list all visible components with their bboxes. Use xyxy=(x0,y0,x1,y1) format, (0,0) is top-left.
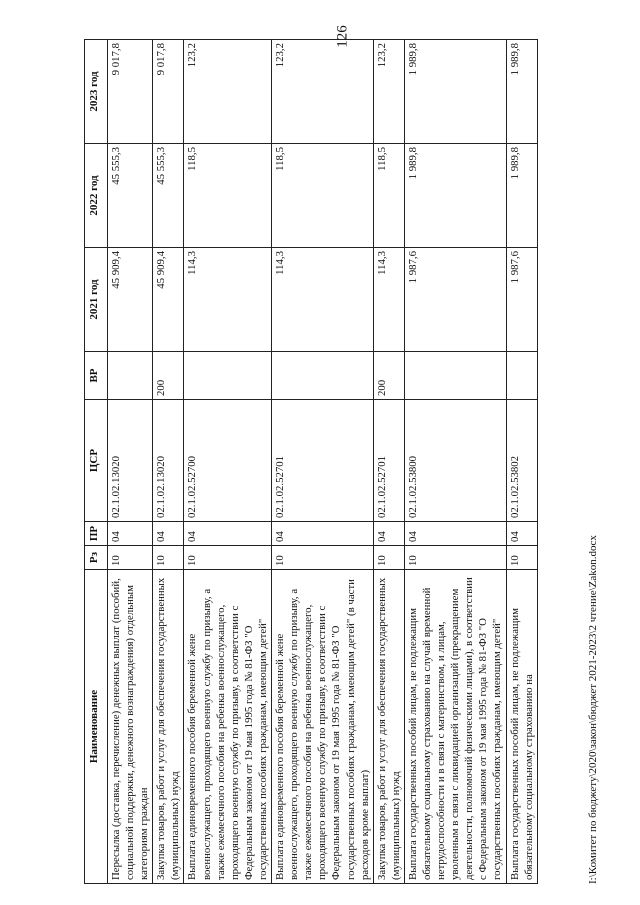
row-csr: 02.1.02.13020 xyxy=(108,400,153,522)
row-2021: 1 987,6 xyxy=(506,248,537,352)
row-2023: 9 017,8 xyxy=(153,40,184,144)
row-name: Пересылка (доставка, перечисление) денежных выплат (пособий, социальной поддержки, денежного вознаграждения) отдельным категориям граждан xyxy=(108,570,153,884)
row-2021: 114,3 xyxy=(184,248,272,352)
header-2023: 2023 год xyxy=(85,40,108,144)
row-rz: 10 xyxy=(153,546,184,570)
table-row xyxy=(272,40,374,884)
row-2022: 118,5 xyxy=(373,144,404,248)
header-vr: ВР xyxy=(85,352,108,400)
row-rz: 10 xyxy=(108,546,153,570)
row-name: Выплата государственных пособий лицам, не подлежащим обязательному социальному страхованию на случай временной нетрудоспособности и в связи с материнством, и лицам, уволенным в связи с ликвидацией организаций (прекращением деятельности, полномочий физическими лицами), в соответствии с Федеральным законом от 19 мая 1995 года № 81-ФЗ "О государственных пособиях гражданам, имеющим детей" xyxy=(404,570,506,884)
row-pr: 04 xyxy=(506,522,537,546)
table-row xyxy=(373,40,404,884)
row-name: Выплата государственных пособий лицам, не подлежащим обязательному социальному страхованию на xyxy=(506,570,537,884)
table-row xyxy=(153,40,184,884)
header-rz: Рз xyxy=(85,546,108,570)
row-rz: 10 xyxy=(272,546,374,570)
row-csr: 02.1.02.53802 xyxy=(506,400,537,522)
row-2023: 123,2 xyxy=(272,40,374,144)
row-2022: 45 555,3 xyxy=(153,144,184,248)
row-pr: 04 xyxy=(153,522,184,546)
row-vr xyxy=(184,352,272,400)
header-2021: 2021 год xyxy=(85,248,108,352)
row-csr: 02.1.02.52701 xyxy=(272,400,374,522)
row-2023: 123,2 xyxy=(184,40,272,144)
row-2022: 45 555,3 xyxy=(108,144,153,248)
table-row xyxy=(184,40,272,884)
row-name: Закупка товаров, работ и услуг для обеспечения государственных (муниципальных) нужд xyxy=(373,570,404,884)
row-2022: 118,5 xyxy=(184,144,272,248)
footer-file-path: I:\Комитет по бюджету\2020\закон\бюджет 2021-2023\2 чтение\Zakon.docx xyxy=(587,535,599,884)
row-rz: 10 xyxy=(506,546,537,570)
row-name: Выплата единовременного пособия беременной жене военнослужащего, проходящего военную службу по призыву, а также ежемесячного пособия на ребенка военнослужащего, проходящего военную службу по призыву, в соответствии с Федеральным законом от 19 мая 1995 года № 81-ФЗ "О государственных пособиях гражданам, имеющим детей" xyxy=(184,570,272,884)
page-number: 126 xyxy=(334,25,351,48)
row-name: Закупка товаров, работ и услуг для обеспечения государственных (муниципальных) нужд xyxy=(153,570,184,884)
budget-table-rotated xyxy=(84,40,602,884)
row-csr: 02.1.02.52700 xyxy=(184,400,272,522)
row-csr: 02.1.02.53800 xyxy=(404,400,506,522)
row-2022: 1 989,8 xyxy=(506,144,537,248)
row-2023: 9 017,8 xyxy=(108,40,153,144)
row-pr: 04 xyxy=(184,522,272,546)
table-row xyxy=(108,40,153,884)
row-2023: 123,2 xyxy=(373,40,404,144)
row-vr: 200 xyxy=(373,352,404,400)
row-2021: 114,3 xyxy=(373,248,404,352)
header-name: Наименование xyxy=(85,570,108,884)
header-pr: ПР xyxy=(85,522,108,546)
row-2022: 1 989,8 xyxy=(404,144,506,248)
row-rz: 10 xyxy=(373,546,404,570)
row-pr: 04 xyxy=(108,522,153,546)
header-2022: 2022 год xyxy=(85,144,108,248)
row-2023: 1 989,8 xyxy=(506,40,537,144)
row-pr: 04 xyxy=(272,522,374,546)
row-vr xyxy=(272,352,374,400)
header-csr: ЦСР xyxy=(85,400,108,522)
budget-table xyxy=(84,39,538,884)
row-vr xyxy=(108,352,153,400)
row-rz: 10 xyxy=(184,546,272,570)
row-name: Выплата единовременного пособия беременной жене военнослужащего, проходящего военную службу по призыву, а также ежемесячного пособия на ребенка военнослужащего, проходящего военную службу по призыву, в соответствии с Федеральным законом от 19 мая 1995 года № 81-ФЗ "О государственных пособиях гражданам, имеющим детей" (в части расходов кроме выплат) xyxy=(272,570,374,884)
row-vr xyxy=(404,352,506,400)
table-row xyxy=(404,40,506,884)
row-csr: 02.1.02.13020 xyxy=(153,400,184,522)
table-header-row xyxy=(85,40,108,884)
row-2023: 1 989,8 xyxy=(404,40,506,144)
row-csr: 02.1.02.52701 xyxy=(373,400,404,522)
row-2022: 118,5 xyxy=(272,144,374,248)
table-row xyxy=(506,40,537,884)
row-rz: 10 xyxy=(404,546,506,570)
row-vr: 200 xyxy=(153,352,184,400)
row-pr: 04 xyxy=(404,522,506,546)
row-2021: 1 987,6 xyxy=(404,248,506,352)
row-2021: 45 909,4 xyxy=(108,248,153,352)
row-2021: 114,3 xyxy=(272,248,374,352)
row-pr: 04 xyxy=(373,522,404,546)
row-2021: 45 909,4 xyxy=(153,248,184,352)
row-vr xyxy=(506,352,537,400)
